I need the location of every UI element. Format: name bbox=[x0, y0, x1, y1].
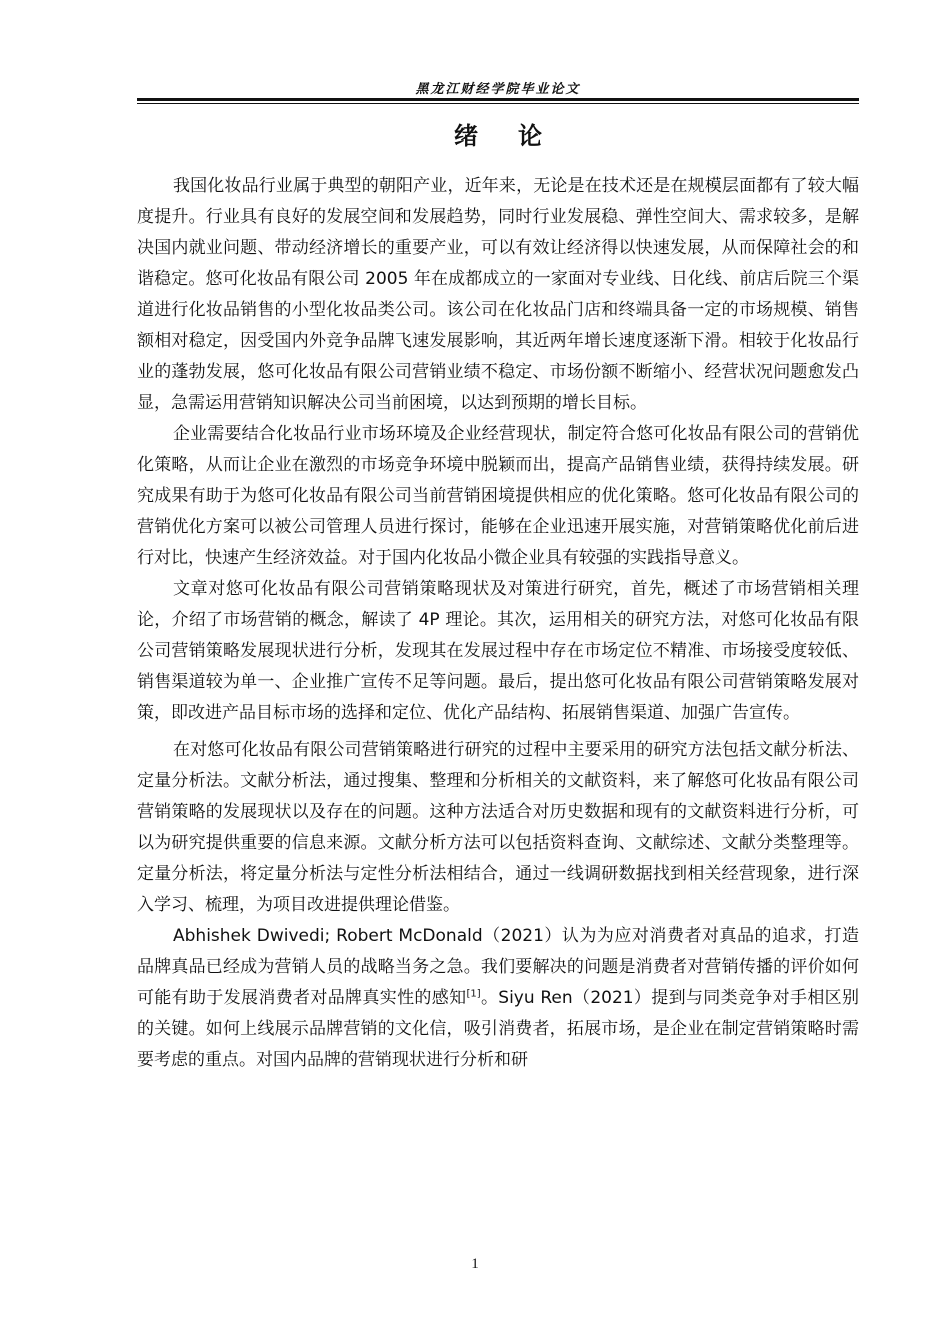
header-rule-thick bbox=[137, 98, 859, 101]
body-text bbox=[137, 171, 859, 1076]
page-number: 1 bbox=[471, 1256, 479, 1272]
paragraph-4: 在对悠可化妆品有限公司营销策略进行研究的过程中主要采用的研究方法包括文献分析法、定量分析法。文献分析法，通过搜集、整理和分析相关的文献资料，来了解悠可化妆品有限公司营销策略的发展现状以及存在的问题。这种方法适合对历史数据和现有的文献资料进行分析，可以为研究提供重要的信息来源。文献分析方法可以包括资料查询、文献综述、文献分类整理等。定量分析法，将定量分析法与定性分析法相结合，通过一线调研数据找到相关经营现象，进行深入学习、梳理，为项目改进提供理论借鉴。 bbox=[137, 740, 859, 915]
running-header: 黑龙江财经学院毕业论文 bbox=[415, 82, 581, 97]
paragraph-2: 企业需要结合化妆品行业市场环境及企业经营现状，制定符合悠可化妆品有限公司的营销优化策略，从而让企业在激烈的市场竞争环境中脱颖而出，提高产品销售业绩，获得持续发展。研究成果有助于为悠可化妆品有限公司当前营销困境提供相应的优化策略。悠可化妆品有限公司的营销优化方案可以被公司管理人员进行探讨，能够在企业迅速开展实施，对营销策略优化前后进行对比，快速产生经济效益。对于国内化妆品小微企业具有较强的实践指导意义。 bbox=[137, 424, 859, 568]
paragraph-5 bbox=[137, 921, 859, 1076]
citation-reference[interactable]: [1] bbox=[466, 988, 481, 1000]
paragraph-3: 文章对悠可化妆品有限公司营销策略现状及对策进行研究，首先，概述了市场营销相关理论，介绍了市场营销的概念，解读了 4P 理论。其次，运用相关的研究方法，对悠可化妆品有限公司营销策略发展现状进行分析，发现其在发展过程中存在市场定位不精准、市场接受度较低、销售渠道较为单一、企业推广宣传不足等问题。最后，提出悠可化妆品有限公司营销策略发展对策，即改进产品目标市场的选择和定位、优化产品结构、拓展销售渠道、加强广告宣传。 bbox=[137, 579, 859, 723]
header-rule-thin bbox=[137, 103, 859, 104]
paragraph-5-part-a: Abhishek Dwivedi; Robert McDonald（2021）认为为应对消费者对真品的追求，打造品牌真品已经成为营销人员的战略当务之急。我们要解决的问题是消费者对营销传播的评价如何可能有助于发展消费者对品牌真实性的感知 bbox=[137, 926, 859, 1008]
chapter-title: 绪论 bbox=[454, 122, 582, 150]
paragraph-1: 我国化妆品行业属于典型的朝阳产业，近年来，无论是在技术还是在规模层面都有了较大幅度提升。行业具有良好的发展空间和发展趋势，同时行业发展稳、弹性空间大、需求较多，是解决国内就业问题、带动经济增长的重要产业，可以有效让经济得以快速发展，从而保障社会的和谐稳定。悠可化妆品有限公司 2005 年在成都成立的一家面对专业线、日化线、前店后院三个渠道进行化妆品销售的小型化妆品类公司。该公司在化妆品门店和终端具备一定的市场规模、销售额相对稳定，因受国内外竞争品牌飞速发展影响，其近两年增长速度逐渐下滑。相较于化妆品行业的蓬勃发展，悠可化妆品有限公司营销业绩不稳定、市场份额不断缩小、经营状况问题愈发凸显，急需运用营销知识解决公司当前困境，以达到预期的增长目标。 bbox=[137, 176, 859, 413]
paragraph-5-part-b: 。Siyu Ren（2021）提到与同类竞争对手相区别的关键。如何上线展示品牌营销的文化信，吸引消费者，拓展市场，是企业在制定营销策略时需要考虑的重点。对国内品牌的营销现状进行分析和研 bbox=[137, 988, 859, 1070]
